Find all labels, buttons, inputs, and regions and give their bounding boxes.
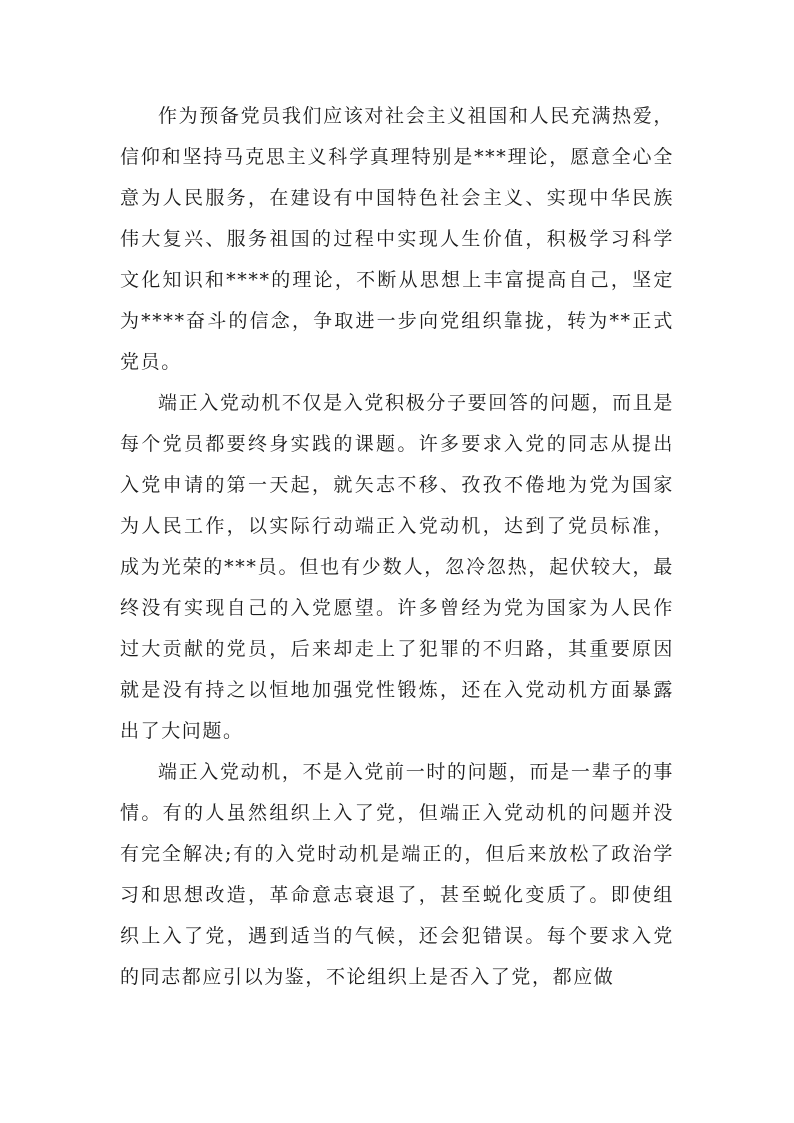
paragraph-3: 端正入党动机，不是入党前一时的问题，而是一辈子的事情。有的人虽然组织上入了党，但端正入党动机的问题并没有完全解决;有的入党时动机是端正的，但后来放松了政治学习和思想改造，革命意志衰退了，甚至蜕化变质了。即使组织上入了党，遇到适当的气候，还会犯错误。每个要求入党的同志都应引以为鉴，不论组织上是否入了党，都应做 [120, 761, 674, 988]
document-body [120, 96, 674, 998]
paragraph-1: 作为预备党员我们应该对社会主义祖国和人民充满热爱，信仰和坚持马克思主义科学真理特别是***理论，愿意全心全意为人民服务，在建设有中国特色社会主义、实现中华民族伟大复兴、服务祖国的过程中实现人生价值，积极学习科学文化知识和****的理论，不断从思想上丰富提高自己，坚定为****奋斗的信念，争取进一步向党组织靠拢，转为**正式党员。 [120, 105, 674, 373]
paragraph-2: 端正入党动机不仅是入党积极分子要回答的问题，而且是每个党员都要终身实践的课题。许多要求入党的同志从提出入党申请的第一天起，就矢志不移、孜孜不倦地为党为国家为人民工作，以实际行动端正入党动机，达到了党员标准，成为光荣的***员。但也有少数人，忽冷忽热，起伏较大，最终没有实现自己的入党愿望。许多曾经为党为国家为人民作过大贡献的党员，后来却走上了犯罪的不归路，其重要原因就是没有持之以恒地加强党性锻炼，还在入党动机方面暴露出了大问题。 [120, 392, 674, 742]
